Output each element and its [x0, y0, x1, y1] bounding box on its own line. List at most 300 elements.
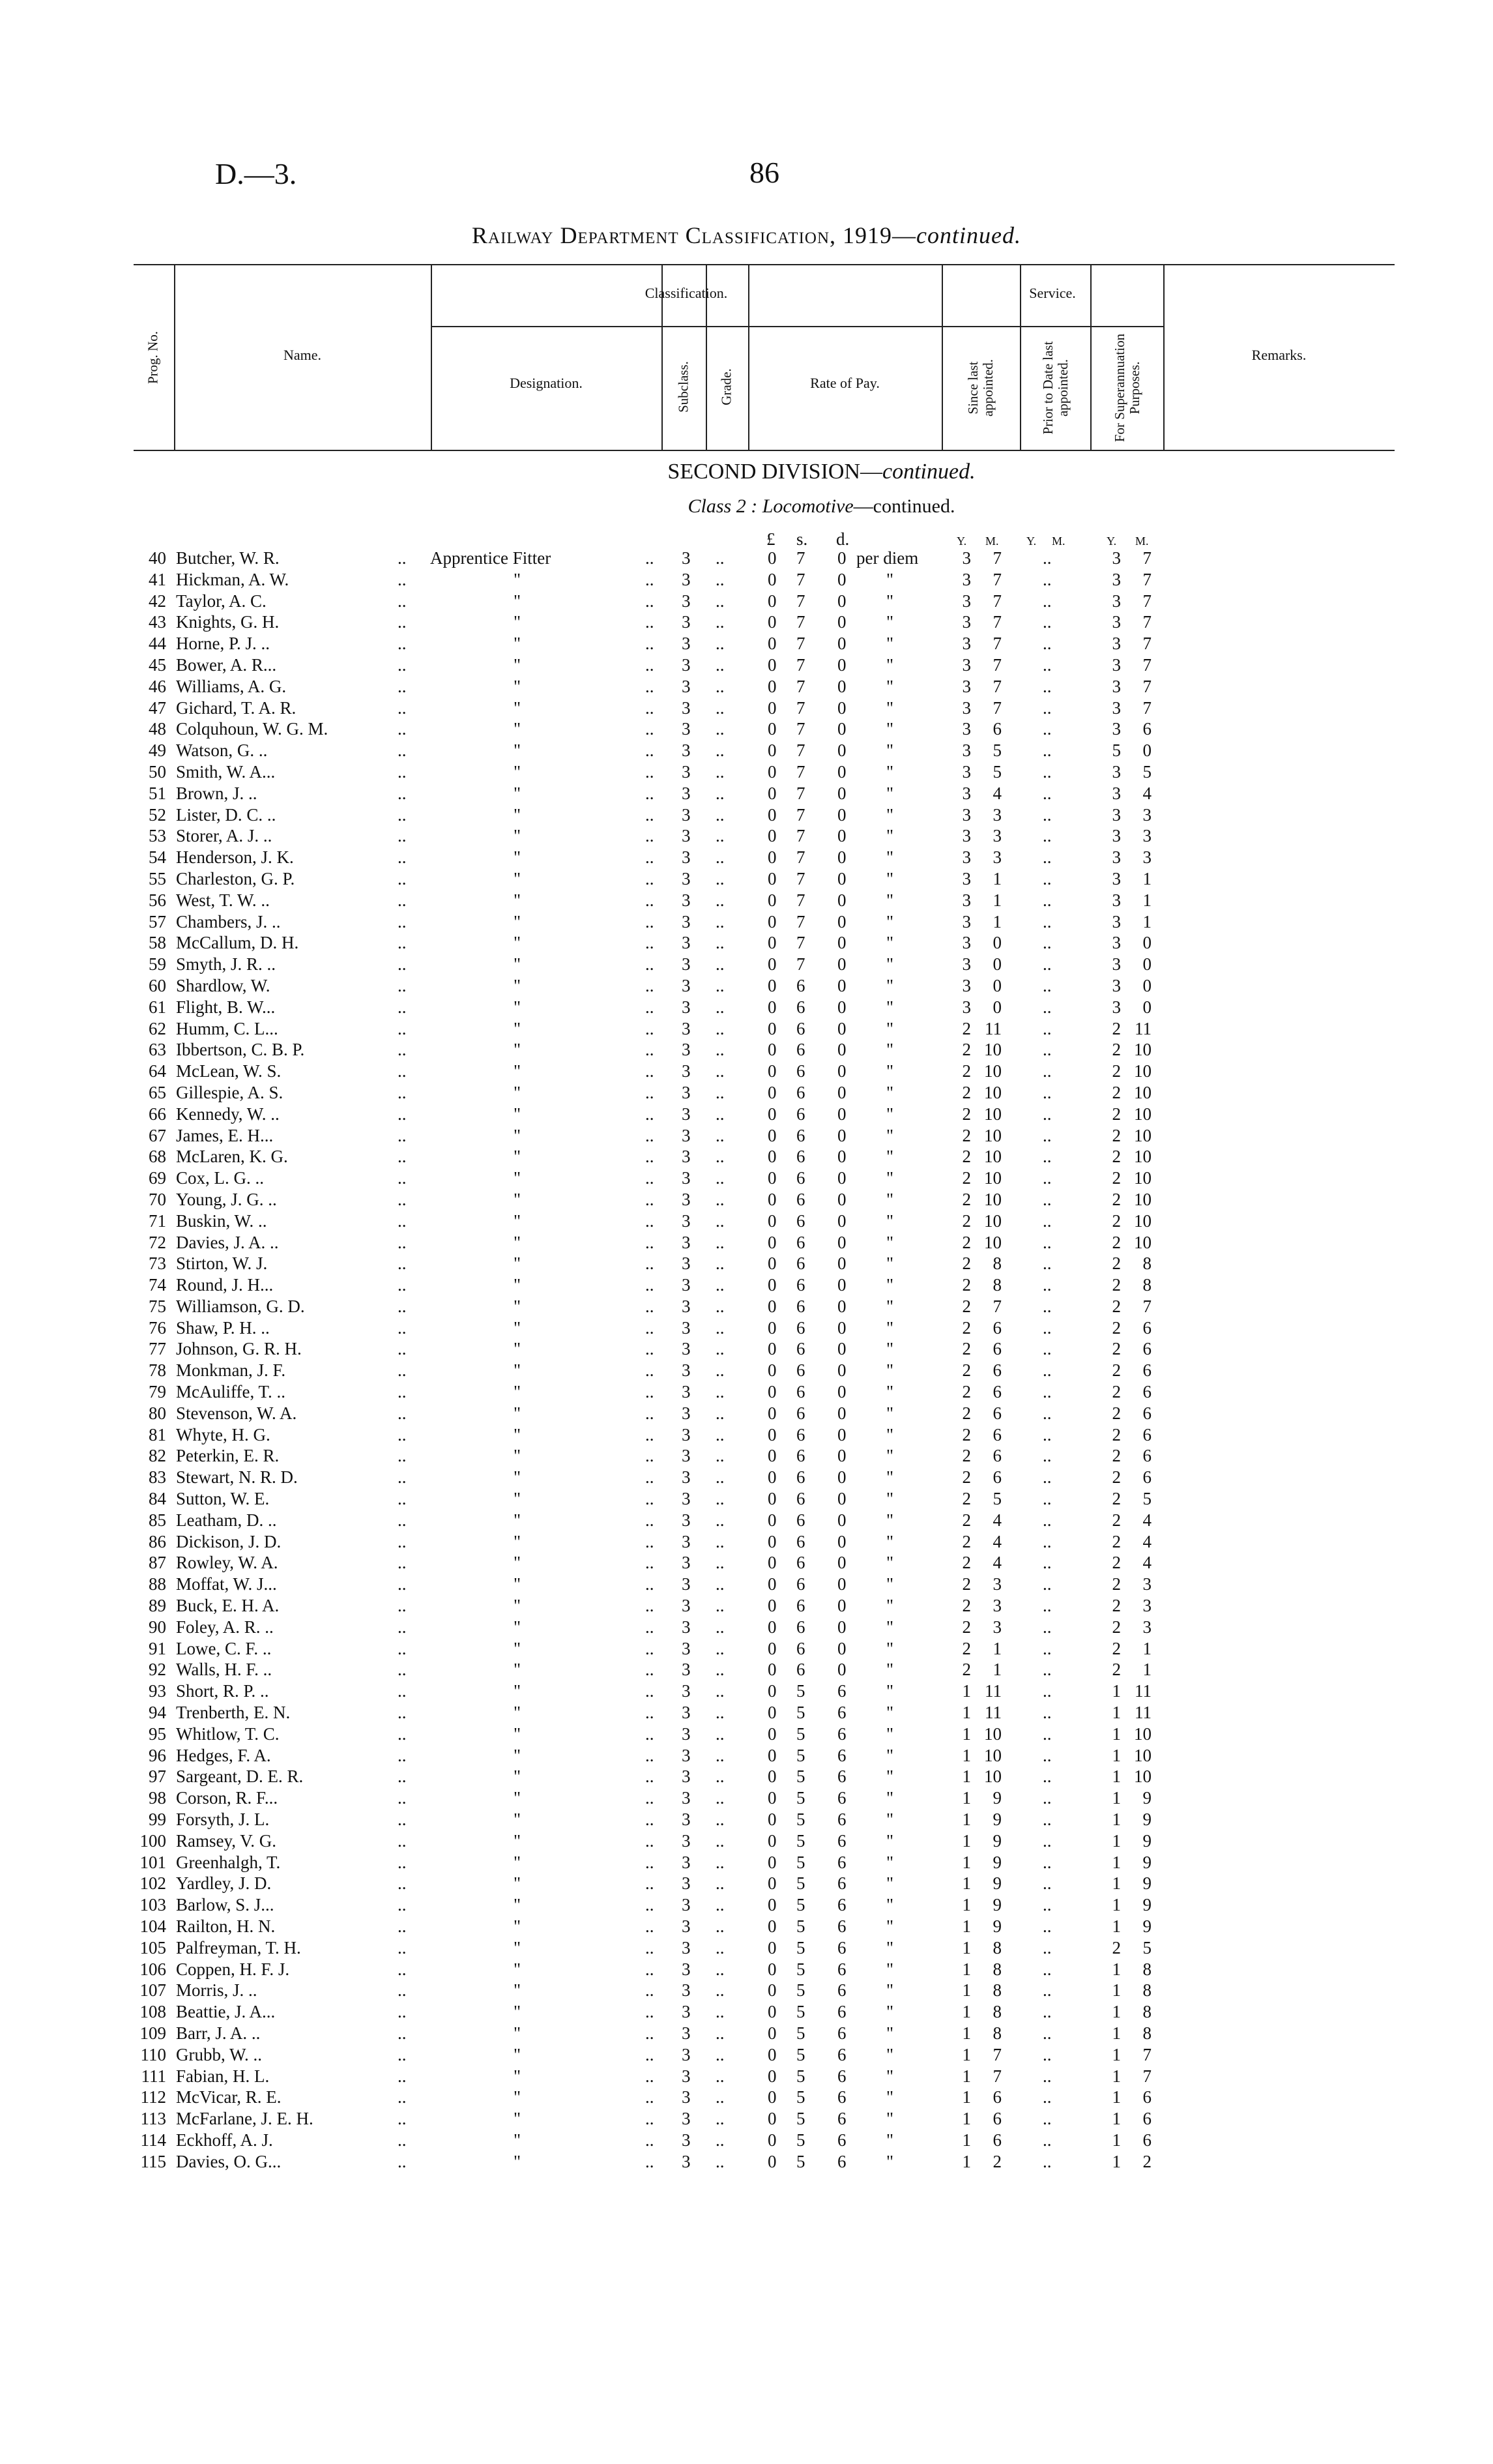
since-months: 6	[993, 1403, 1002, 1423]
pay-pence: 0	[837, 804, 847, 825]
prog-no: 42	[149, 591, 166, 611]
prog-no: 68	[149, 1147, 166, 1167]
leader-dots: ..	[716, 1767, 725, 1787]
table-row	[0, 761, 1493, 783]
since-years: 1	[962, 1873, 971, 1894]
subclass: 3	[682, 1254, 691, 1274]
prior-dots: ..	[1043, 1403, 1052, 1423]
prior-dots: ..	[1043, 1531, 1052, 1551]
leader-dots: ..	[716, 890, 725, 910]
table-row	[0, 1531, 1493, 1553]
pay-unit: per diem	[856, 548, 919, 568]
since-months: 9	[993, 1810, 1002, 1830]
pay-pence: 6	[837, 1810, 847, 1830]
pay-unit: "	[886, 1254, 894, 1274]
employee-name: Lister, D. C. ..	[176, 804, 276, 825]
pay-pence: 0	[837, 1638, 847, 1658]
pay-pence: 6	[837, 2044, 847, 2064]
designation: "	[514, 997, 521, 1017]
prior-dots: ..	[1043, 2002, 1052, 2022]
table-row	[0, 1061, 1493, 1082]
pay-pounds: 0	[768, 2130, 777, 2150]
prior-dots: ..	[1043, 548, 1052, 568]
since-months: 10	[984, 1104, 1002, 1124]
super-years: 2	[1112, 1553, 1121, 1573]
super-months: 0	[1142, 975, 1152, 995]
leader-dots: ..	[398, 1018, 407, 1038]
employee-name: Storer, A. J. ..	[176, 826, 272, 846]
leader-dots: ..	[716, 1061, 725, 1081]
since-months: 0	[993, 975, 1002, 995]
prior-dots: ..	[1043, 761, 1052, 782]
super-months: 7	[1142, 1296, 1152, 1316]
super-years: 1	[1112, 2002, 1121, 2022]
super-years: 3	[1112, 654, 1121, 675]
pay-pence: 0	[837, 954, 847, 975]
pay-unit: "	[886, 1018, 894, 1038]
subclass: 3	[682, 1424, 691, 1445]
since-months: 10	[984, 1082, 1002, 1102]
pay-pence: 6	[837, 1830, 847, 1851]
pay-unit: "	[886, 933, 894, 953]
super-months: 7	[1142, 548, 1152, 568]
unit-pence: d.	[836, 529, 850, 549]
leader-dots: ..	[645, 1617, 654, 1637]
pay-shillings: 5	[796, 1745, 805, 1765]
super-years: 3	[1112, 997, 1121, 1017]
pay-unit: "	[886, 1232, 894, 1252]
since-years: 3	[962, 741, 971, 761]
super-months: 0	[1142, 741, 1152, 761]
class-prefix: Class 2 :	[688, 495, 758, 517]
pay-pounds: 0	[768, 1745, 777, 1765]
since-months: 1	[993, 1638, 1002, 1658]
since-months: 10	[984, 1040, 1002, 1060]
pay-shillings: 5	[796, 1895, 805, 1915]
pay-shillings: 5	[796, 1703, 805, 1723]
super-months: 10	[1134, 1104, 1152, 1124]
leader-dots: ..	[716, 826, 725, 846]
pay-unit: "	[886, 1895, 894, 1915]
prog-no: 81	[149, 1424, 166, 1445]
prior-dots: ..	[1043, 697, 1052, 718]
subclass: 3	[682, 1810, 691, 1830]
leader-dots: ..	[716, 804, 725, 825]
designation: "	[514, 1745, 521, 1765]
pay-shillings: 5	[796, 2023, 805, 2043]
table-row	[0, 2087, 1493, 2108]
leader-dots: ..	[645, 1745, 654, 1765]
pay-pounds: 0	[768, 634, 777, 654]
table-row	[0, 569, 1493, 591]
pay-unit: "	[886, 1317, 894, 1338]
leader-dots: ..	[398, 1489, 407, 1509]
super-months: 9	[1142, 1895, 1152, 1915]
since-years: 3	[962, 612, 971, 632]
table-row	[0, 1488, 1493, 1510]
pay-pounds: 0	[768, 1296, 777, 1316]
subclass: 3	[682, 1852, 691, 1872]
subclass: 3	[682, 1147, 691, 1167]
leader-dots: ..	[398, 1082, 407, 1102]
designation: "	[514, 1189, 521, 1209]
designation: "	[514, 1275, 521, 1295]
pay-pence: 0	[837, 1040, 847, 1060]
designation: "	[514, 1467, 521, 1488]
prior-dots: ..	[1043, 1339, 1052, 1359]
leader-dots: ..	[645, 2002, 654, 2022]
super-years: 3	[1112, 719, 1121, 739]
super-years: 2	[1112, 1638, 1121, 1658]
designation: "	[514, 911, 521, 931]
leader-dots: ..	[645, 1125, 654, 1145]
page-title-italic: continued.	[916, 222, 1021, 248]
since-years: 1	[962, 1767, 971, 1787]
pay-pounds: 0	[768, 1852, 777, 1872]
prog-no: 86	[149, 1531, 166, 1551]
leader-dots: ..	[398, 1317, 407, 1338]
super-years: 3	[1112, 591, 1121, 611]
designation: "	[514, 868, 521, 888]
pay-shillings: 5	[796, 2130, 805, 2150]
prior-dots: ..	[1043, 1510, 1052, 1530]
prog-no: 54	[149, 847, 166, 868]
since-months: 8	[993, 1959, 1002, 1979]
subclass: 3	[682, 1489, 691, 1509]
leader-dots: ..	[716, 1681, 725, 1701]
subclass: 3	[682, 1767, 691, 1787]
designation: "	[514, 1489, 521, 1509]
pay-pence: 6	[837, 1959, 847, 1979]
leader-dots: ..	[716, 1873, 725, 1894]
pay-unit: "	[886, 1660, 894, 1680]
since-years: 2	[962, 1467, 971, 1488]
subclass: 3	[682, 1596, 691, 1616]
pay-pounds: 0	[768, 911, 777, 931]
super-months: 8	[1142, 1254, 1152, 1274]
pay-unit: "	[886, 1553, 894, 1573]
pay-shillings: 5	[796, 2151, 805, 2171]
super-months: 3	[1142, 804, 1152, 825]
employee-name: Williamson, G. D.	[176, 1296, 305, 1316]
since-years: 1	[962, 2066, 971, 2086]
designation: "	[514, 890, 521, 910]
pay-pounds: 0	[768, 975, 777, 995]
subclass: 3	[682, 1959, 691, 1979]
designation: "	[514, 1596, 521, 1616]
pay-unit: "	[886, 1916, 894, 1936]
prog-no: 77	[149, 1339, 166, 1359]
header-grade: Grade.	[718, 368, 734, 405]
pay-pounds: 0	[768, 1873, 777, 1894]
pay-pounds: 0	[768, 591, 777, 611]
leader-dots: ..	[398, 1531, 407, 1551]
leader-dots: ..	[398, 2087, 407, 2107]
leader-dots: ..	[645, 1061, 654, 1081]
since-years: 3	[962, 847, 971, 868]
pay-pounds: 0	[768, 890, 777, 910]
leader-dots: ..	[716, 1403, 725, 1423]
pay-unit: "	[886, 1125, 894, 1145]
table-row	[0, 718, 1493, 740]
subclass: 3	[682, 1531, 691, 1551]
prior-dots: ..	[1043, 911, 1052, 931]
prog-no: 115	[140, 2151, 166, 2171]
pay-shillings: 6	[796, 1360, 805, 1381]
super-years: 1	[1112, 1788, 1121, 1808]
employee-name: Williams, A. G.	[176, 676, 287, 696]
pay-shillings: 6	[796, 1339, 805, 1359]
super-years: 2	[1112, 1596, 1121, 1616]
prior-dots: ..	[1043, 1360, 1052, 1381]
leader-dots: ..	[398, 1767, 407, 1787]
leader-dots: ..	[398, 1745, 407, 1765]
leader-dots: ..	[398, 676, 407, 696]
prior-dots: ..	[1043, 1553, 1052, 1573]
pay-pence: 0	[837, 1275, 847, 1295]
super-years: 2	[1112, 1147, 1121, 1167]
designation: "	[514, 826, 521, 846]
leader-dots: ..	[398, 1275, 407, 1295]
employee-name: Eckhoff, A. J.	[176, 2130, 273, 2150]
prog-no: 112	[140, 2087, 166, 2107]
since-years: 3	[962, 548, 971, 568]
leader-dots: ..	[716, 1339, 725, 1359]
pay-unit: "	[886, 1767, 894, 1787]
leader-dots: ..	[716, 1104, 725, 1124]
since-months: 1	[993, 911, 1002, 931]
prog-no: 101	[139, 1852, 166, 1872]
since-months: 6	[993, 1467, 1002, 1488]
leader-dots: ..	[716, 591, 725, 611]
since-months: 10	[984, 1210, 1002, 1231]
leader-dots: ..	[398, 954, 407, 975]
pay-pounds: 0	[768, 1681, 777, 1701]
subclass: 3	[682, 804, 691, 825]
table-row	[0, 2044, 1493, 2066]
super-years: 3	[1112, 783, 1121, 803]
leader-dots: ..	[716, 1125, 725, 1145]
pay-unit: "	[886, 1104, 894, 1124]
pay-pounds: 0	[768, 1489, 777, 1509]
prior-dots: ..	[1043, 2151, 1052, 2171]
pay-shillings: 7	[796, 890, 805, 910]
pay-unit: "	[886, 1638, 894, 1658]
since-years: 2	[962, 1424, 971, 1445]
designation: "	[514, 2130, 521, 2150]
employee-name: Corson, R. F...	[176, 1788, 278, 1808]
pay-shillings: 6	[796, 1382, 805, 1402]
pay-shillings: 7	[796, 847, 805, 868]
leader-dots: ..	[716, 1510, 725, 1530]
designation: "	[514, 719, 521, 739]
subclass: 3	[682, 548, 691, 568]
pay-pounds: 0	[768, 1446, 777, 1466]
leader-dots: ..	[398, 1510, 407, 1530]
table-row	[0, 1381, 1493, 1403]
leader-dots: ..	[645, 1788, 654, 1808]
super-months: 10	[1134, 1210, 1152, 1231]
pay-pounds: 0	[768, 741, 777, 761]
prog-no: 93	[149, 1681, 166, 1701]
since-months: 9	[993, 1788, 1002, 1808]
since-years: 1	[962, 2130, 971, 2150]
leader-dots: ..	[716, 1788, 725, 1808]
employee-name: McLaren, K. G.	[176, 1147, 288, 1167]
prior-dots: ..	[1043, 1895, 1052, 1915]
table-row	[0, 1317, 1493, 1339]
pay-shillings: 7	[796, 569, 805, 589]
leader-dots: ..	[645, 569, 654, 589]
leader-dots: ..	[645, 1104, 654, 1124]
pay-unit: "	[886, 1446, 894, 1466]
super-years: 2	[1112, 1018, 1121, 1038]
subclass: 3	[682, 1296, 691, 1316]
subclass: 3	[682, 1916, 691, 1936]
super-months: 3	[1142, 847, 1152, 868]
subclass: 3	[682, 826, 691, 846]
leader-dots: ..	[645, 1810, 654, 1830]
designation: "	[514, 1531, 521, 1551]
since-years: 2	[962, 1638, 971, 1658]
leader-dots: ..	[645, 2087, 654, 2107]
subclass: 3	[682, 1723, 691, 1744]
leader-dots: ..	[716, 1489, 725, 1509]
pay-pence: 0	[837, 654, 847, 675]
pay-pence: 6	[837, 2087, 847, 2107]
leader-dots: ..	[398, 1873, 407, 1894]
header-designation: Designation.	[510, 375, 583, 391]
leader-dots: ..	[716, 1082, 725, 1102]
designation: "	[514, 2087, 521, 2107]
employee-name: Fabian, H. L.	[176, 2066, 270, 2086]
prior-dots: ..	[1043, 1574, 1052, 1594]
since-years: 3	[962, 634, 971, 654]
leader-dots: ..	[398, 1788, 407, 1808]
designation: "	[514, 1553, 521, 1573]
pay-unit: "	[886, 890, 894, 910]
leader-dots: ..	[716, 2044, 725, 2064]
leader-dots: ..	[645, 1596, 654, 1616]
pay-pounds: 0	[768, 1467, 777, 1488]
leader-dots: ..	[398, 1467, 407, 1488]
pay-unit: "	[886, 1489, 894, 1509]
employee-name: Hickman, A. W.	[176, 569, 289, 589]
pay-pence: 0	[837, 1061, 847, 1081]
designation: "	[514, 1767, 521, 1787]
designation: "	[514, 1703, 521, 1723]
leader-dots: ..	[398, 804, 407, 825]
super-months: 3	[1142, 1617, 1152, 1637]
leader-dots: ..	[645, 1296, 654, 1316]
leader-dots: ..	[398, 719, 407, 739]
employee-name: Henderson, J. K.	[176, 847, 294, 868]
super-months: 8	[1142, 1980, 1152, 2001]
super-years: 1	[1112, 1873, 1121, 1894]
since-years: 2	[962, 1040, 971, 1060]
since-years: 1	[962, 1916, 971, 1936]
prior-dots: ..	[1043, 2130, 1052, 2150]
subclass: 3	[682, 847, 691, 868]
table-row	[0, 1274, 1493, 1296]
employee-name: McAuliffe, T. ..	[176, 1382, 285, 1402]
since-months: 7	[993, 1296, 1002, 1316]
unit-months-since: M.	[985, 535, 999, 548]
pay-unit: "	[886, 2109, 894, 2129]
leader-dots: ..	[716, 612, 725, 632]
table-row	[0, 911, 1493, 933]
prior-dots: ..	[1043, 1018, 1052, 1038]
since-months: 4	[993, 1531, 1002, 1551]
prog-no: 92	[149, 1660, 166, 1680]
prior-dots: ..	[1043, 1210, 1052, 1231]
leader-dots: ..	[645, 911, 654, 931]
pay-pounds: 0	[768, 1510, 777, 1530]
designation: "	[514, 1147, 521, 1167]
designation: "	[514, 761, 521, 782]
pay-pence: 0	[837, 1531, 847, 1551]
pay-shillings: 6	[796, 1168, 805, 1188]
pay-unit: "	[886, 1852, 894, 1872]
since-years: 3	[962, 975, 971, 995]
since-years: 1	[962, 2002, 971, 2022]
pay-unit: "	[886, 783, 894, 803]
leader-dots: ..	[398, 2066, 407, 2086]
since-years: 1	[962, 1830, 971, 1851]
pay-pounds: 0	[768, 1125, 777, 1145]
super-months: 11	[1135, 1018, 1152, 1038]
header-since-last: Since last appointed.	[965, 359, 996, 417]
prog-no: 73	[149, 1254, 166, 1274]
pay-pounds: 0	[768, 1104, 777, 1124]
pay-pence: 6	[837, 1895, 847, 1915]
super-years: 3	[1112, 634, 1121, 654]
employee-name: Beattie, J. A...	[176, 2002, 276, 2022]
super-years: 2	[1112, 1937, 1121, 1958]
pay-unit: "	[886, 676, 894, 696]
leader-dots: ..	[716, 1018, 725, 1038]
pay-pence: 0	[837, 569, 847, 589]
leader-dots: ..	[645, 2109, 654, 2129]
subclass: 3	[682, 1082, 691, 1102]
pay-pounds: 0	[768, 548, 777, 568]
super-months: 9	[1142, 1830, 1152, 1851]
table-row	[0, 1146, 1493, 1167]
table-row	[0, 975, 1493, 997]
leader-dots: ..	[398, 654, 407, 675]
super-months: 4	[1142, 1510, 1152, 1530]
leader-dots: ..	[716, 933, 725, 953]
pay-pounds: 0	[768, 1617, 777, 1637]
pay-pence: 0	[837, 1254, 847, 1274]
leader-dots: ..	[716, 1937, 725, 1958]
super-months: 1	[1142, 911, 1152, 931]
since-months: 6	[993, 2087, 1002, 2107]
prog-no: 107	[139, 1980, 166, 2001]
prior-dots: ..	[1043, 676, 1052, 696]
pay-unit: "	[886, 1596, 894, 1616]
prog-no: 96	[149, 1745, 166, 1765]
super-years: 1	[1112, 1767, 1121, 1787]
leader-dots: ..	[716, 1703, 725, 1723]
employee-name: Knights, G. H.	[176, 612, 280, 632]
since-months: 7	[993, 548, 1002, 568]
designation: "	[514, 1317, 521, 1338]
leader-dots: ..	[716, 847, 725, 868]
super-months: 6	[1142, 2087, 1152, 2107]
table-row	[0, 676, 1493, 697]
leader-dots: ..	[645, 997, 654, 1017]
